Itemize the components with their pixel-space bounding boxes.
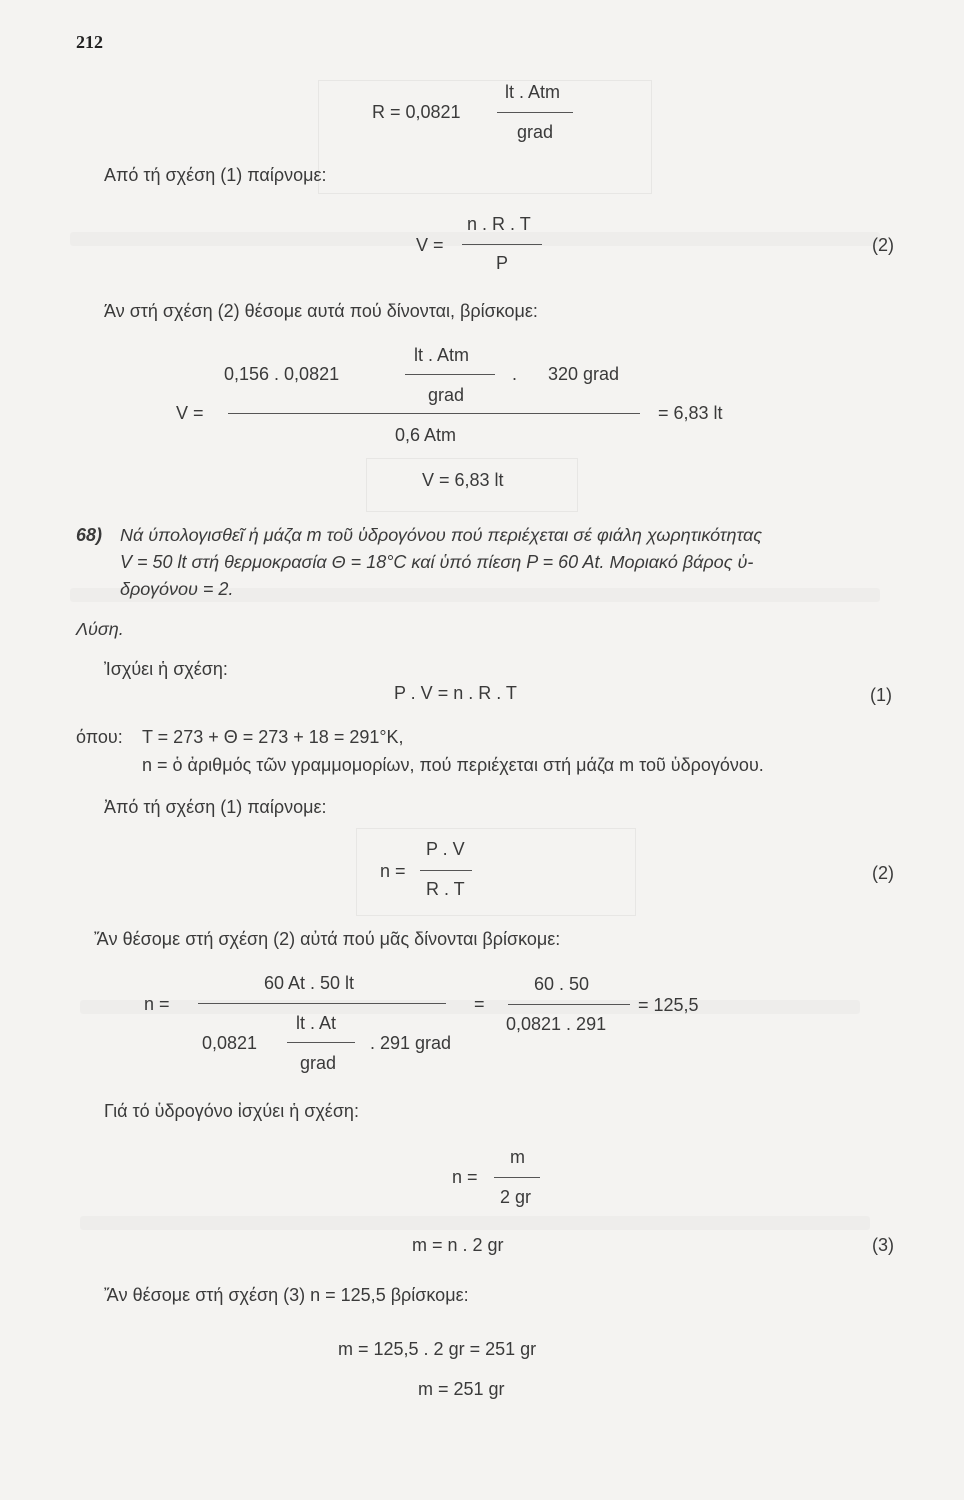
bleed-through-box — [318, 80, 652, 194]
result-m: m = 251 gr — [418, 1379, 505, 1399]
problem-line-1: Νά ύπολογισθεῖ ἡ μάζα m τοῦ ὑδρογόνου πού περιέχεται σέ φιάλη χωρητικότητας — [120, 525, 763, 545]
eq2a-den: P — [496, 253, 509, 273]
problem-line-3: δρογόνου = 2. — [120, 579, 234, 599]
calcV-unit-den: grad — [428, 385, 465, 405]
calcN-den-unit-den: grad — [300, 1053, 337, 1073]
calcN-lhs: n = — [144, 994, 170, 1014]
calcN-num2: 60 . 50 — [534, 974, 590, 994]
fraction-bar — [508, 1004, 630, 1005]
text-line: Από τή σχέση (1) παίρνομε: — [104, 165, 327, 185]
eqn-lhs: n = — [452, 1167, 478, 1187]
eq2b-lhs: n = — [380, 861, 406, 881]
where-label: όπου: — [76, 727, 123, 747]
equation-label: (3) — [872, 1235, 894, 1255]
eq1: P . V = n . R . T — [394, 683, 517, 703]
eq-R-den: grad — [517, 122, 554, 142]
eq2a-num: n . R . T — [467, 214, 531, 234]
calcV-den: 0,6 Atm — [395, 425, 457, 445]
fraction-bar — [405, 374, 495, 375]
equation-label: (2) — [872, 235, 894, 255]
calcN-den2: 0,0821 . 291 — [506, 1014, 607, 1034]
text-line: Ἄν θέσομε στή σχέση (2) αὐτά πού μᾶς δίνονται βρίσκομε: — [94, 929, 561, 949]
calcV-unit-num: lt . Atm — [414, 345, 470, 365]
eqn-num: m — [510, 1147, 525, 1167]
equation-label: (1) — [870, 685, 892, 705]
calcN-num1: 60 At . 50 lt — [264, 973, 355, 993]
fraction-bar — [287, 1042, 355, 1043]
eq2a-lhs: V = — [416, 235, 444, 255]
equation-label: (2) — [872, 863, 894, 883]
eq-R-lhs: R = 0,0821 — [372, 102, 461, 122]
text-line: Ἰσχύει ἡ σχέση: — [104, 659, 228, 679]
problem-number: 68) — [76, 525, 103, 545]
fraction-bar-main — [198, 1003, 446, 1004]
calcV-num-dot: . — [512, 364, 518, 384]
fraction-bar — [462, 244, 542, 245]
calcV-num-left: 0,156 . 0,0821 — [224, 364, 340, 384]
eq2b-num: P . V — [426, 839, 465, 859]
fraction-bar — [497, 112, 573, 113]
bleed-through-line — [80, 1216, 870, 1230]
calcV-result: = 6,83 lt — [658, 403, 723, 423]
calcV-lhs: V = — [176, 403, 204, 423]
eqm: m = n . 2 gr — [412, 1235, 504, 1255]
problem-line-2: V = 50 lt στή θερμοκρασία Θ = 18°C καί ὑπό πίεση P = 60 At. Μοριακό βάρος ὑ- — [120, 552, 754, 572]
fraction-bar-main — [228, 413, 640, 414]
text-line: Ἄν θέσομε στή σχέση (3) n = 125,5 βρίσκομε: — [104, 1285, 469, 1305]
where-line-2: n = ὁ ἀριθμός τῶν γραμμομορίων, πού περιέχεται στή μάζα m τοῦ ὑδρογόνου. — [142, 755, 764, 775]
calcV-num-right: 320 grad — [548, 364, 620, 384]
result-V: V = 6,83 lt — [422, 470, 504, 490]
calcN-den-unit-num: lt . At — [296, 1013, 337, 1033]
text-line: Ἀπό τή σχέση (1) παίρνομε: — [104, 797, 327, 817]
calcN-den-right: . 291 grad — [370, 1033, 452, 1053]
calcN-eq: = — [474, 994, 485, 1014]
eq2b-den: R . T — [426, 879, 465, 899]
where-line-1: T = 273 + Θ = 273 + 18 = 291°K, — [142, 727, 404, 747]
eqn-den: 2 gr — [500, 1187, 532, 1207]
calcN-result: = 125,5 — [638, 995, 699, 1015]
calc-m: m = 125,5 . 2 gr = 251 gr — [338, 1339, 537, 1359]
eq-R-num: lt . Atm — [505, 82, 561, 102]
text-line: Άν στή σχέση (2) θέσομε αυτά πού δίνονται, βρίσκομε: — [104, 301, 538, 321]
solution-heading: Λύση. — [76, 619, 124, 639]
calcN-den-left: 0,0821 — [202, 1033, 258, 1053]
fraction-bar — [420, 870, 472, 871]
page-number: 212 — [76, 32, 103, 52]
bleed-through-line — [80, 1000, 860, 1014]
text-line: Γιά τό ὑδρογόνο ἰσχύει ἡ σχέση: — [104, 1101, 359, 1121]
fraction-bar — [494, 1177, 540, 1178]
